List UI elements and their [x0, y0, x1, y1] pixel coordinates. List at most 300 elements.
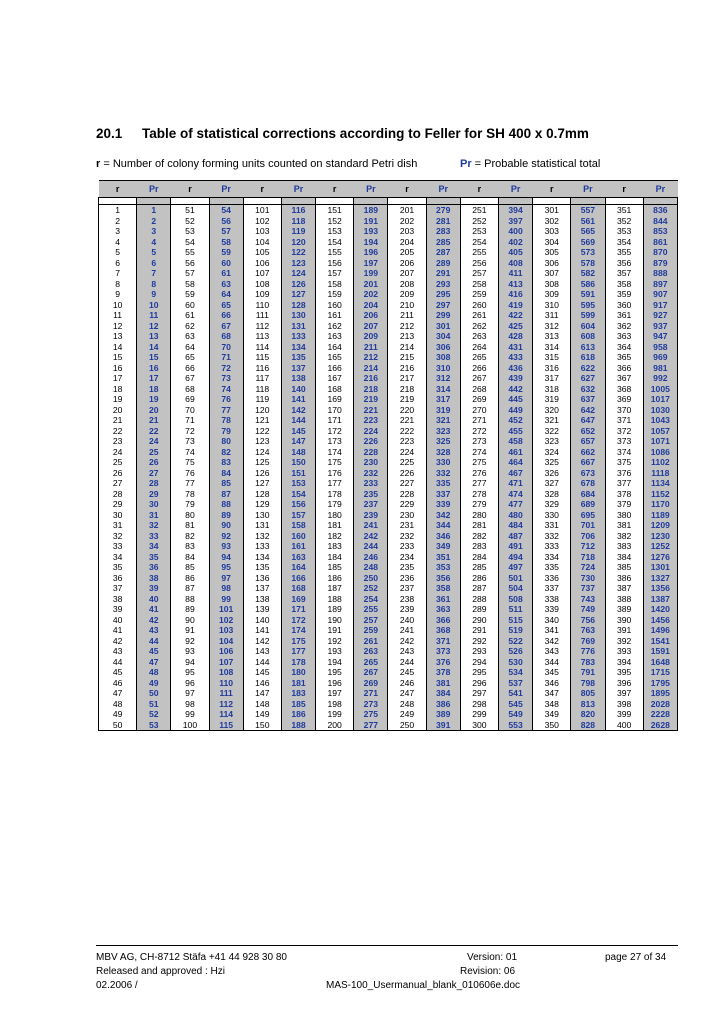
pr-cell: 160	[281, 531, 315, 542]
table-row	[99, 426, 678, 437]
pr-cell: 30	[137, 499, 171, 510]
pr-cell: 7	[137, 268, 171, 279]
r-cell: 254	[460, 237, 498, 248]
r-cell: 216	[388, 363, 426, 374]
pr-cell: 52	[137, 709, 171, 720]
r-cell: 70	[171, 405, 209, 416]
pr-cell: 622	[571, 363, 605, 374]
pr-cell: 29	[137, 489, 171, 500]
pr-cell: 211	[354, 342, 388, 353]
pr-cell: 1387	[643, 594, 677, 605]
r-cell: 274	[460, 447, 498, 458]
r-cell: 169	[316, 394, 354, 405]
r-cell: 67	[171, 373, 209, 384]
pr-cell: 613	[571, 342, 605, 353]
r-cell: 133	[243, 541, 281, 552]
gap-cell	[533, 198, 571, 205]
r-cell: 108	[243, 279, 281, 290]
r-cell: 138	[243, 594, 281, 605]
pr-cell: 15	[137, 352, 171, 363]
pr-cell: 33	[137, 531, 171, 542]
pr-cell: 308	[426, 352, 460, 363]
r-cell: 20	[99, 405, 137, 416]
r-cell: 299	[460, 709, 498, 720]
pr-cell: 138	[281, 373, 315, 384]
pr-cell: 561	[571, 216, 605, 227]
pr-cell: 106	[209, 646, 243, 657]
pr-cell: 107	[209, 657, 243, 668]
pr-cell: 712	[571, 541, 605, 552]
r-cell: 107	[243, 268, 281, 279]
r-cell: 211	[388, 310, 426, 321]
pr-cell: 652	[571, 426, 605, 437]
r-cell: 379	[605, 499, 643, 510]
table-row	[99, 415, 678, 426]
pr-cell: 13	[137, 331, 171, 342]
r-cell: 57	[171, 268, 209, 279]
r-cell: 233	[388, 541, 426, 552]
r-cell: 121	[243, 415, 281, 426]
r-cell: 110	[243, 300, 281, 311]
pr-cell: 317	[426, 394, 460, 405]
r-cell: 241	[388, 625, 426, 636]
r-cell: 364	[605, 342, 643, 353]
r-cell: 63	[171, 331, 209, 342]
gap-cell	[209, 198, 243, 205]
pr-cell: 1209	[643, 520, 677, 531]
pr-cell: 242	[354, 531, 388, 542]
r-cell: 346	[533, 678, 571, 689]
r-cell: 373	[605, 436, 643, 447]
pr-cell: 1030	[643, 405, 677, 416]
table-row	[99, 636, 678, 647]
r-cell: 21	[99, 415, 137, 426]
pr-cell: 295	[426, 289, 460, 300]
r-cell: 43	[99, 646, 137, 657]
pr-cell: 87	[209, 489, 243, 500]
pr-cell: 526	[498, 646, 532, 657]
pr-cell: 791	[571, 667, 605, 678]
pr-cell: 408	[498, 258, 532, 269]
pr-cell: 189	[354, 205, 388, 216]
r-cell: 116	[243, 363, 281, 374]
table-row	[99, 226, 678, 237]
r-cell: 33	[99, 541, 137, 552]
pr-cell: 366	[426, 615, 460, 626]
r-cell: 288	[460, 594, 498, 605]
table-row	[99, 531, 678, 542]
r-cell: 35	[99, 562, 137, 573]
r-cell: 242	[388, 636, 426, 647]
pr-cell: 371	[426, 636, 460, 647]
pr-cell: 464	[498, 457, 532, 468]
pr-cell: 455	[498, 426, 532, 437]
r-cell: 268	[460, 384, 498, 395]
r-cell: 277	[460, 478, 498, 489]
r-cell: 398	[605, 699, 643, 710]
r-cell: 382	[605, 531, 643, 542]
header-pr: Pr	[498, 181, 532, 198]
r-cell: 25	[99, 457, 137, 468]
pr-cell: 50	[137, 688, 171, 699]
r-cell: 275	[460, 457, 498, 468]
r-cell: 7	[99, 268, 137, 279]
footer-divider	[96, 945, 678, 946]
r-cell: 324	[533, 447, 571, 458]
pr-cell: 244	[354, 541, 388, 552]
header-pr: Pr	[426, 181, 460, 198]
pr-cell: 9	[137, 289, 171, 300]
r-cell: 163	[316, 331, 354, 342]
pr-cell: 1102	[643, 457, 677, 468]
table-row	[99, 720, 678, 731]
r-cell: 344	[533, 657, 571, 668]
pr-cell: 573	[571, 247, 605, 258]
pr-cell: 230	[354, 457, 388, 468]
pr-cell: 123	[281, 258, 315, 269]
pr-cell: 1276	[643, 552, 677, 563]
r-cell: 210	[388, 300, 426, 311]
pr-cell: 1715	[643, 667, 677, 678]
r-cell: 142	[243, 636, 281, 647]
r-cell: 129	[243, 499, 281, 510]
r-cell: 352	[605, 216, 643, 227]
r-cell: 137	[243, 583, 281, 594]
table-row	[99, 468, 678, 479]
pr-cell: 93	[209, 541, 243, 552]
pr-cell: 169	[281, 594, 315, 605]
pr-cell: 474	[498, 489, 532, 500]
r-cell: 150	[243, 720, 281, 731]
r-cell: 265	[460, 352, 498, 363]
pr-cell: 511	[498, 604, 532, 615]
r-cell: 258	[460, 279, 498, 290]
pr-cell: 40	[137, 594, 171, 605]
r-cell: 323	[533, 436, 571, 447]
pr-cell: 907	[643, 289, 677, 300]
pr-cell: 92	[209, 531, 243, 542]
pr-cell: 376	[426, 657, 460, 668]
r-cell: 128	[243, 489, 281, 500]
pr-cell: 241	[354, 520, 388, 531]
pr-cell: 2628	[643, 720, 677, 731]
r-cell: 85	[171, 562, 209, 573]
r-cell: 321	[533, 415, 571, 426]
r-cell: 123	[243, 436, 281, 447]
pr-cell: 1230	[643, 531, 677, 542]
pr-cell: 897	[643, 279, 677, 290]
footer-date: 02.2006 /	[96, 980, 138, 991]
pr-cell: 186	[281, 709, 315, 720]
pr-cell: 769	[571, 636, 605, 647]
pr-cell: 163	[281, 552, 315, 563]
pr-cell: 63	[209, 279, 243, 290]
pr-cell: 95	[209, 562, 243, 573]
r-cell: 76	[171, 468, 209, 479]
pr-cell: 232	[354, 468, 388, 479]
pr-cell: 647	[571, 415, 605, 426]
r-cell: 37	[99, 583, 137, 594]
pr-cell: 425	[498, 321, 532, 332]
r-cell: 374	[605, 447, 643, 458]
table-header-row	[99, 181, 678, 198]
pr-cell: 246	[354, 552, 388, 563]
pr-cell: 879	[643, 258, 677, 269]
pr-cell: 299	[426, 310, 460, 321]
r-cell: 357	[605, 268, 643, 279]
pr-cell: 565	[571, 226, 605, 237]
gap-cell	[171, 198, 209, 205]
r-cell: 82	[171, 531, 209, 542]
r-cell: 119	[243, 394, 281, 405]
pr-cell: 422	[498, 310, 532, 321]
table-row	[99, 604, 678, 615]
r-cell: 260	[460, 300, 498, 311]
statistics-table	[98, 180, 678, 731]
pr-cell: 154	[281, 489, 315, 500]
table-row	[99, 205, 678, 216]
pr-cell: 578	[571, 258, 605, 269]
table-row	[99, 541, 678, 552]
pr-cell: 678	[571, 478, 605, 489]
r-cell: 351	[605, 205, 643, 216]
r-cell: 125	[243, 457, 281, 468]
r-cell: 197	[316, 688, 354, 699]
r-cell: 326	[533, 468, 571, 479]
pr-cell: 416	[498, 289, 532, 300]
r-cell: 365	[605, 352, 643, 363]
r-cell: 171	[316, 415, 354, 426]
pr-cell: 304	[426, 331, 460, 342]
r-cell: 52	[171, 216, 209, 227]
pr-cell: 1356	[643, 583, 677, 594]
r-cell: 60	[171, 300, 209, 311]
r-cell: 353	[605, 226, 643, 237]
pr-cell: 557	[571, 205, 605, 216]
pr-cell: 263	[354, 646, 388, 657]
r-cell: 207	[388, 268, 426, 279]
r-cell: 93	[171, 646, 209, 657]
r-cell: 262	[460, 321, 498, 332]
pr-cell: 335	[426, 478, 460, 489]
pr-cell: 312	[426, 373, 460, 384]
pr-cell: 135	[281, 352, 315, 363]
pr-cell: 684	[571, 489, 605, 500]
pr-cell: 861	[643, 237, 677, 248]
pr-cell: 99	[209, 594, 243, 605]
pr-cell: 515	[498, 615, 532, 626]
pr-cell: 291	[426, 268, 460, 279]
pr-cell: 28	[137, 478, 171, 489]
r-cell: 51	[171, 205, 209, 216]
pr-cell: 397	[498, 216, 532, 227]
r-cell: 178	[316, 489, 354, 500]
r-cell: 104	[243, 237, 281, 248]
pr-cell: 494	[498, 552, 532, 563]
pr-cell: 82	[209, 447, 243, 458]
pr-cell: 16	[137, 363, 171, 374]
r-cell: 303	[533, 226, 571, 237]
r-cell: 127	[243, 478, 281, 489]
pr-cell: 161	[281, 541, 315, 552]
r-cell: 72	[171, 426, 209, 437]
pr-cell: 391	[426, 720, 460, 731]
pr-cell: 54	[209, 205, 243, 216]
pr-cell: 191	[354, 216, 388, 227]
pr-cell: 261	[354, 636, 388, 647]
r-cell: 376	[605, 468, 643, 479]
r-cell: 386	[605, 573, 643, 584]
pr-cell: 319	[426, 405, 460, 416]
pr-cell: 183	[281, 688, 315, 699]
r-cell: 71	[171, 415, 209, 426]
pr-cell: 223	[354, 415, 388, 426]
r-cell: 62	[171, 321, 209, 332]
pr-cell: 1252	[643, 541, 677, 552]
table-row	[99, 594, 678, 605]
pr-cell: 267	[354, 667, 388, 678]
pr-cell: 90	[209, 520, 243, 531]
r-cell: 234	[388, 552, 426, 563]
r-cell: 188	[316, 594, 354, 605]
pr-cell: 1795	[643, 678, 677, 689]
pr-cell: 103	[209, 625, 243, 636]
r-cell: 229	[388, 499, 426, 510]
pr-cell: 20	[137, 405, 171, 416]
r-cell: 372	[605, 426, 643, 437]
r-cell: 339	[533, 604, 571, 615]
pr-cell: 586	[571, 279, 605, 290]
table-row	[99, 489, 678, 500]
r-cell: 54	[171, 237, 209, 248]
pr-cell: 328	[426, 447, 460, 458]
r-cell: 64	[171, 342, 209, 353]
pr-cell: 88	[209, 499, 243, 510]
r-cell: 26	[99, 468, 137, 479]
pr-cell: 389	[426, 709, 460, 720]
table-row	[99, 562, 678, 573]
pr-cell: 14	[137, 342, 171, 353]
pr-cell: 1420	[643, 604, 677, 615]
r-cell: 271	[460, 415, 498, 426]
pr-cell: 378	[426, 667, 460, 678]
pr-cell: 504	[498, 583, 532, 594]
r-cell: 309	[533, 289, 571, 300]
r-cell: 95	[171, 667, 209, 678]
pr-cell: 285	[426, 237, 460, 248]
pr-cell: 537	[498, 678, 532, 689]
pr-cell: 239	[354, 510, 388, 521]
r-cell: 361	[605, 310, 643, 321]
r-cell: 6	[99, 258, 137, 269]
pr-cell: 2	[137, 216, 171, 227]
r-cell: 256	[460, 258, 498, 269]
pr-cell: 168	[281, 583, 315, 594]
r-cell: 118	[243, 384, 281, 395]
pr-cell: 48	[137, 667, 171, 678]
r-cell: 289	[460, 604, 498, 615]
r-cell: 236	[388, 573, 426, 584]
header-gap	[99, 198, 678, 205]
pr-cell: 718	[571, 552, 605, 563]
r-cell: 10	[99, 300, 137, 311]
gap-cell	[99, 198, 137, 205]
r-cell: 328	[533, 489, 571, 500]
table-row	[99, 300, 678, 311]
pr-cell: 174	[281, 625, 315, 636]
pr-cell: 118	[281, 216, 315, 227]
pr-cell: 78	[209, 415, 243, 426]
pr-cell: 172	[281, 615, 315, 626]
gap-cell	[643, 198, 677, 205]
r-cell: 206	[388, 258, 426, 269]
pr-cell: 67	[209, 321, 243, 332]
pr-cell: 2228	[643, 709, 677, 720]
pr-cell: 452	[498, 415, 532, 426]
pr-cell: 386	[426, 699, 460, 710]
pr-cell: 45	[137, 646, 171, 657]
pr-cell: 134	[281, 342, 315, 353]
table-row	[99, 583, 678, 594]
r-cell: 369	[605, 394, 643, 405]
r-cell: 370	[605, 405, 643, 416]
pr-cell: 433	[498, 352, 532, 363]
gap-cell	[281, 198, 315, 205]
pr-cell: 798	[571, 678, 605, 689]
r-cell: 349	[533, 709, 571, 720]
pr-cell: 228	[354, 447, 388, 458]
pr-cell: 467	[498, 468, 532, 479]
pr-cell: 27	[137, 468, 171, 479]
pr-cell: 47	[137, 657, 171, 668]
r-cell: 360	[605, 300, 643, 311]
pr-cell: 487	[498, 531, 532, 542]
pr-cell: 158	[281, 520, 315, 531]
pr-cell: 413	[498, 279, 532, 290]
pr-cell: 287	[426, 247, 460, 258]
pr-cell: 346	[426, 531, 460, 542]
r-cell: 253	[460, 226, 498, 237]
pr-cell: 279	[426, 205, 460, 216]
r-cell: 81	[171, 520, 209, 531]
pr-cell: 332	[426, 468, 460, 479]
pr-cell: 188	[281, 720, 315, 731]
header-r: r	[388, 181, 426, 198]
pr-cell: 632	[571, 384, 605, 395]
r-cell: 378	[605, 489, 643, 500]
pr-cell: 358	[426, 583, 460, 594]
r-cell: 170	[316, 405, 354, 416]
r-cell: 151	[316, 205, 354, 216]
r-cell: 47	[99, 688, 137, 699]
legend-pr	[460, 158, 600, 170]
r-cell: 363	[605, 331, 643, 342]
r-cell: 212	[388, 321, 426, 332]
pr-cell: 127	[281, 289, 315, 300]
pr-cell: 126	[281, 279, 315, 290]
r-cell: 174	[316, 447, 354, 458]
pr-cell: 108	[209, 667, 243, 678]
r-cell: 319	[533, 394, 571, 405]
pr-cell: 339	[426, 499, 460, 510]
r-cell: 27	[99, 478, 137, 489]
r-cell: 286	[460, 573, 498, 584]
r-cell: 130	[243, 510, 281, 521]
r-cell: 173	[316, 436, 354, 447]
pr-cell: 4	[137, 237, 171, 248]
r-cell: 295	[460, 667, 498, 678]
r-cell: 19	[99, 394, 137, 405]
